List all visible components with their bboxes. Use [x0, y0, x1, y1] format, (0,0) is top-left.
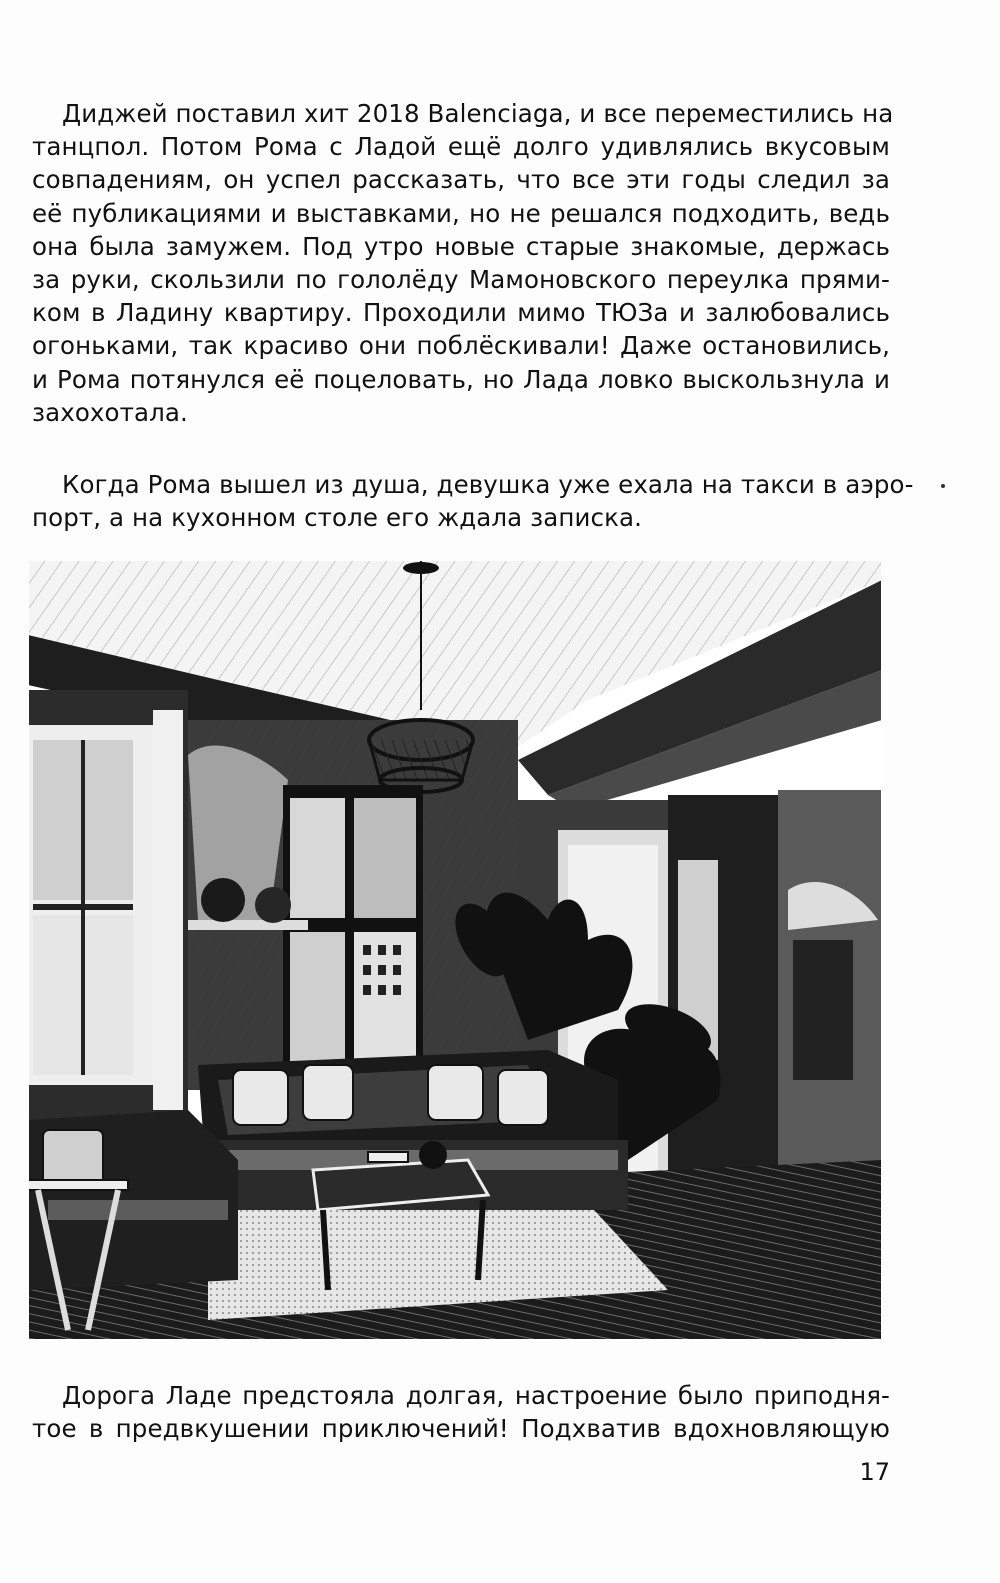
text-line: огоньками, так красиво они поблёскивали! Даже остановились,: [32, 331, 890, 361]
print-speck: [941, 484, 945, 488]
living-room-illustration: [28, 560, 882, 1340]
text-line: совпадениям, он успел рассказать, что все эти годы следил за: [32, 165, 890, 195]
text-line: танцпол. Потом Рома с Ладой ещё долго удивлялись вкусовым: [32, 132, 890, 162]
text-line: порт, а на кухонном столе его ждала записка.: [32, 503, 643, 533]
text-line: Когда Рома вышел из душа, девушка уже ехала на такси в аэро-: [62, 470, 914, 499]
living-room-drawing: [28, 560, 882, 1340]
page-number: 17: [859, 1458, 890, 1486]
text-line: и Рома потянулся её поцеловать, но Лада ловко выскользнула и: [32, 364, 890, 394]
text-line: её публикациями и выставками, но не решался подходить, ведь: [32, 198, 890, 228]
text-line: Дорога Ладе предстояла долгая, настроение было приподня-: [62, 1381, 890, 1410]
text-line: за руки, скользили по гололёду Мамоновского переулка прями-: [32, 265, 890, 295]
text-line: ком в Ладину квартиру. Проходили мимо ТЮЗа и залюбовались: [32, 298, 890, 328]
text-line: Диджей поставил хит 2018 Balenciaga, и все переместились на: [62, 99, 894, 128]
text-line: она была замужем. Под утро новые старые знакомые, держась: [32, 231, 890, 261]
paragraph-2: [32, 468, 914, 534]
text-line: тое в предвкушении приключений! Подхватив вдохновляющую: [32, 1414, 890, 1444]
paragraph-3: [32, 1379, 890, 1445]
text-line: захохотала.: [32, 397, 188, 427]
paragraph-1: [32, 97, 894, 429]
